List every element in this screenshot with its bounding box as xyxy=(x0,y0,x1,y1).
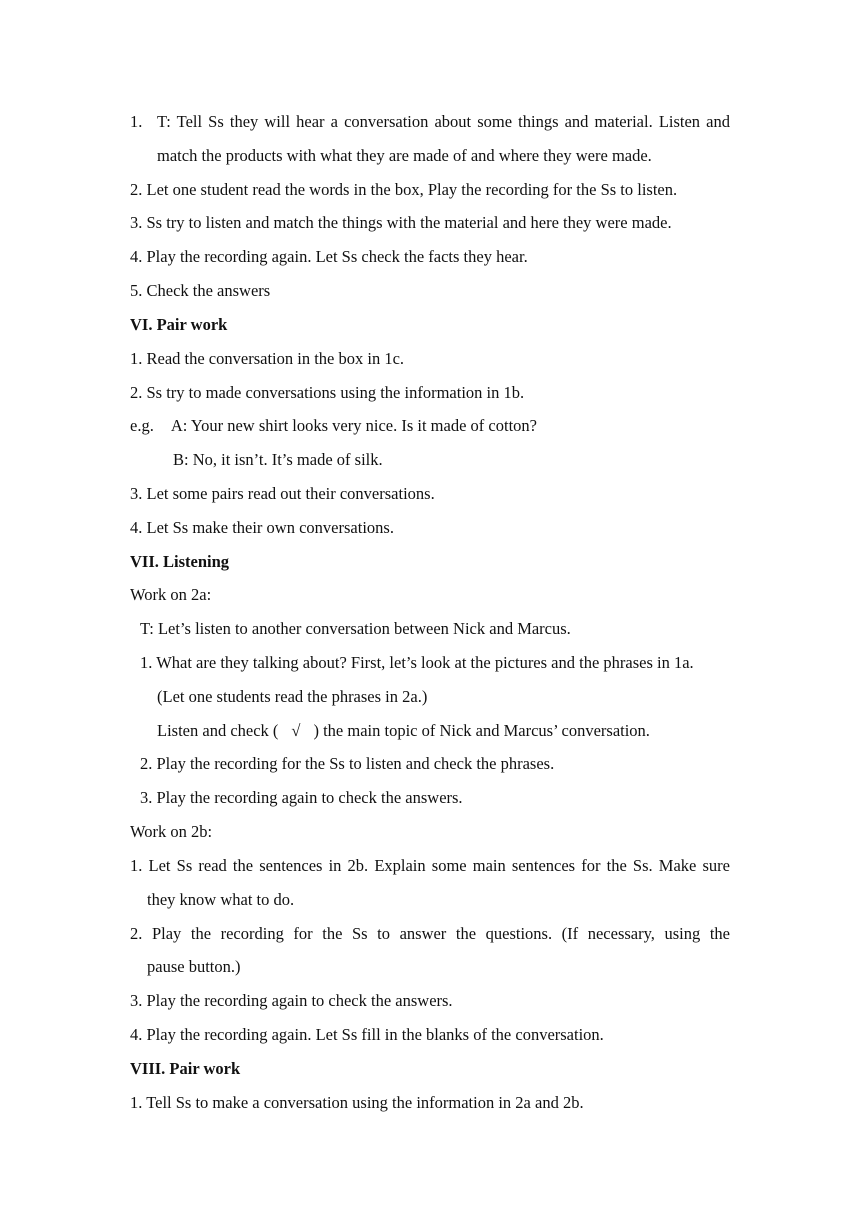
work-2b-step-1-line-2: they know what to do. xyxy=(147,890,295,909)
check-mark-icon: √ xyxy=(291,721,301,740)
step-1-number: 1. xyxy=(130,112,143,131)
listen-check-text-b: ) the main topic of Nick and Marcus’ conversation. xyxy=(313,721,650,740)
section-heading-pair-work: VI. Pair work xyxy=(130,315,228,334)
work-on-2a-label: Work on 2a: xyxy=(130,585,212,604)
example-line-b: B: No, it isn’t. It’s made of silk. xyxy=(173,450,383,469)
work-2b-step-3: 3. Play the recording again to check the answers. xyxy=(130,991,453,1010)
step-1-line-2: match the products with what they are made of and where they were made. xyxy=(157,146,652,165)
step-1-text: T: Tell Ss they will hear a conversation about some things and material. Listen and xyxy=(157,112,730,131)
work-2b-step-1-line-1: 1. Let Ss read the sentences in 2b. Explain some main sentences for the Ss. Make sure xyxy=(130,856,730,875)
listening-step-1: 1. What are they talking about? First, let’s look at the pictures and the phrases in 1a. xyxy=(140,653,694,672)
work-2b-step-2-line-1: 2. Play the recording for the Ss to answer the questions. (If necessary, using the xyxy=(130,924,730,943)
listen-check-text-a: Listen and check ( xyxy=(157,721,279,740)
listening-step-3: 3. Play the recording again to check the answers. xyxy=(140,788,463,807)
work-2b-step-4: 4. Play the recording again. Let Ss fill in the blanks of the conversation. xyxy=(130,1025,604,1044)
example-line-a xyxy=(130,416,730,436)
step-1-line-1 xyxy=(130,112,730,132)
teacher-line: T: Let’s listen to another conversation between Nick and Marcus. xyxy=(140,619,571,638)
example-label: e.g. xyxy=(130,416,154,435)
listening-step-2: 2. Play the recording for the Ss to listen and check the phrases. xyxy=(140,754,555,773)
pair-work-step-3: 3. Let some pairs read out their conversations. xyxy=(130,484,435,503)
example-a-text: A: Your new shirt looks very nice. Is it made of cotton? xyxy=(170,416,537,435)
pair-work-step-2: 2. Ss try to made conversations using the information in 1b. xyxy=(130,383,525,402)
step-5-line: 5. Check the answers xyxy=(130,281,271,300)
step-4-line: 4. Play the recording again. Let Ss check the facts they hear. xyxy=(130,247,528,266)
listen-and-check-line xyxy=(157,721,757,741)
section-heading-listening: VII. Listening xyxy=(130,552,230,571)
step-2-line: 2. Let one student read the words in the box, Play the recording for the Ss to listen. xyxy=(130,180,678,199)
pair-work-2-step-1: 1. Tell Ss to make a conversation using the information in 2a and 2b. xyxy=(130,1093,584,1112)
listening-step-1-note: (Let one students read the phrases in 2a.) xyxy=(157,687,428,706)
pair-work-step-4: 4. Let Ss make their own conversations. xyxy=(130,518,394,537)
work-2b-step-2-line-2: pause button.) xyxy=(147,957,241,976)
section-heading-pair-work-2: VIII. Pair work xyxy=(130,1059,241,1078)
work-on-2b-label: Work on 2b: xyxy=(130,822,213,841)
pair-work-step-1: 1. Read the conversation in the box in 1c. xyxy=(130,349,405,368)
step-3-line: 3. Ss try to listen and match the things with the material and here they were made. xyxy=(130,213,672,232)
